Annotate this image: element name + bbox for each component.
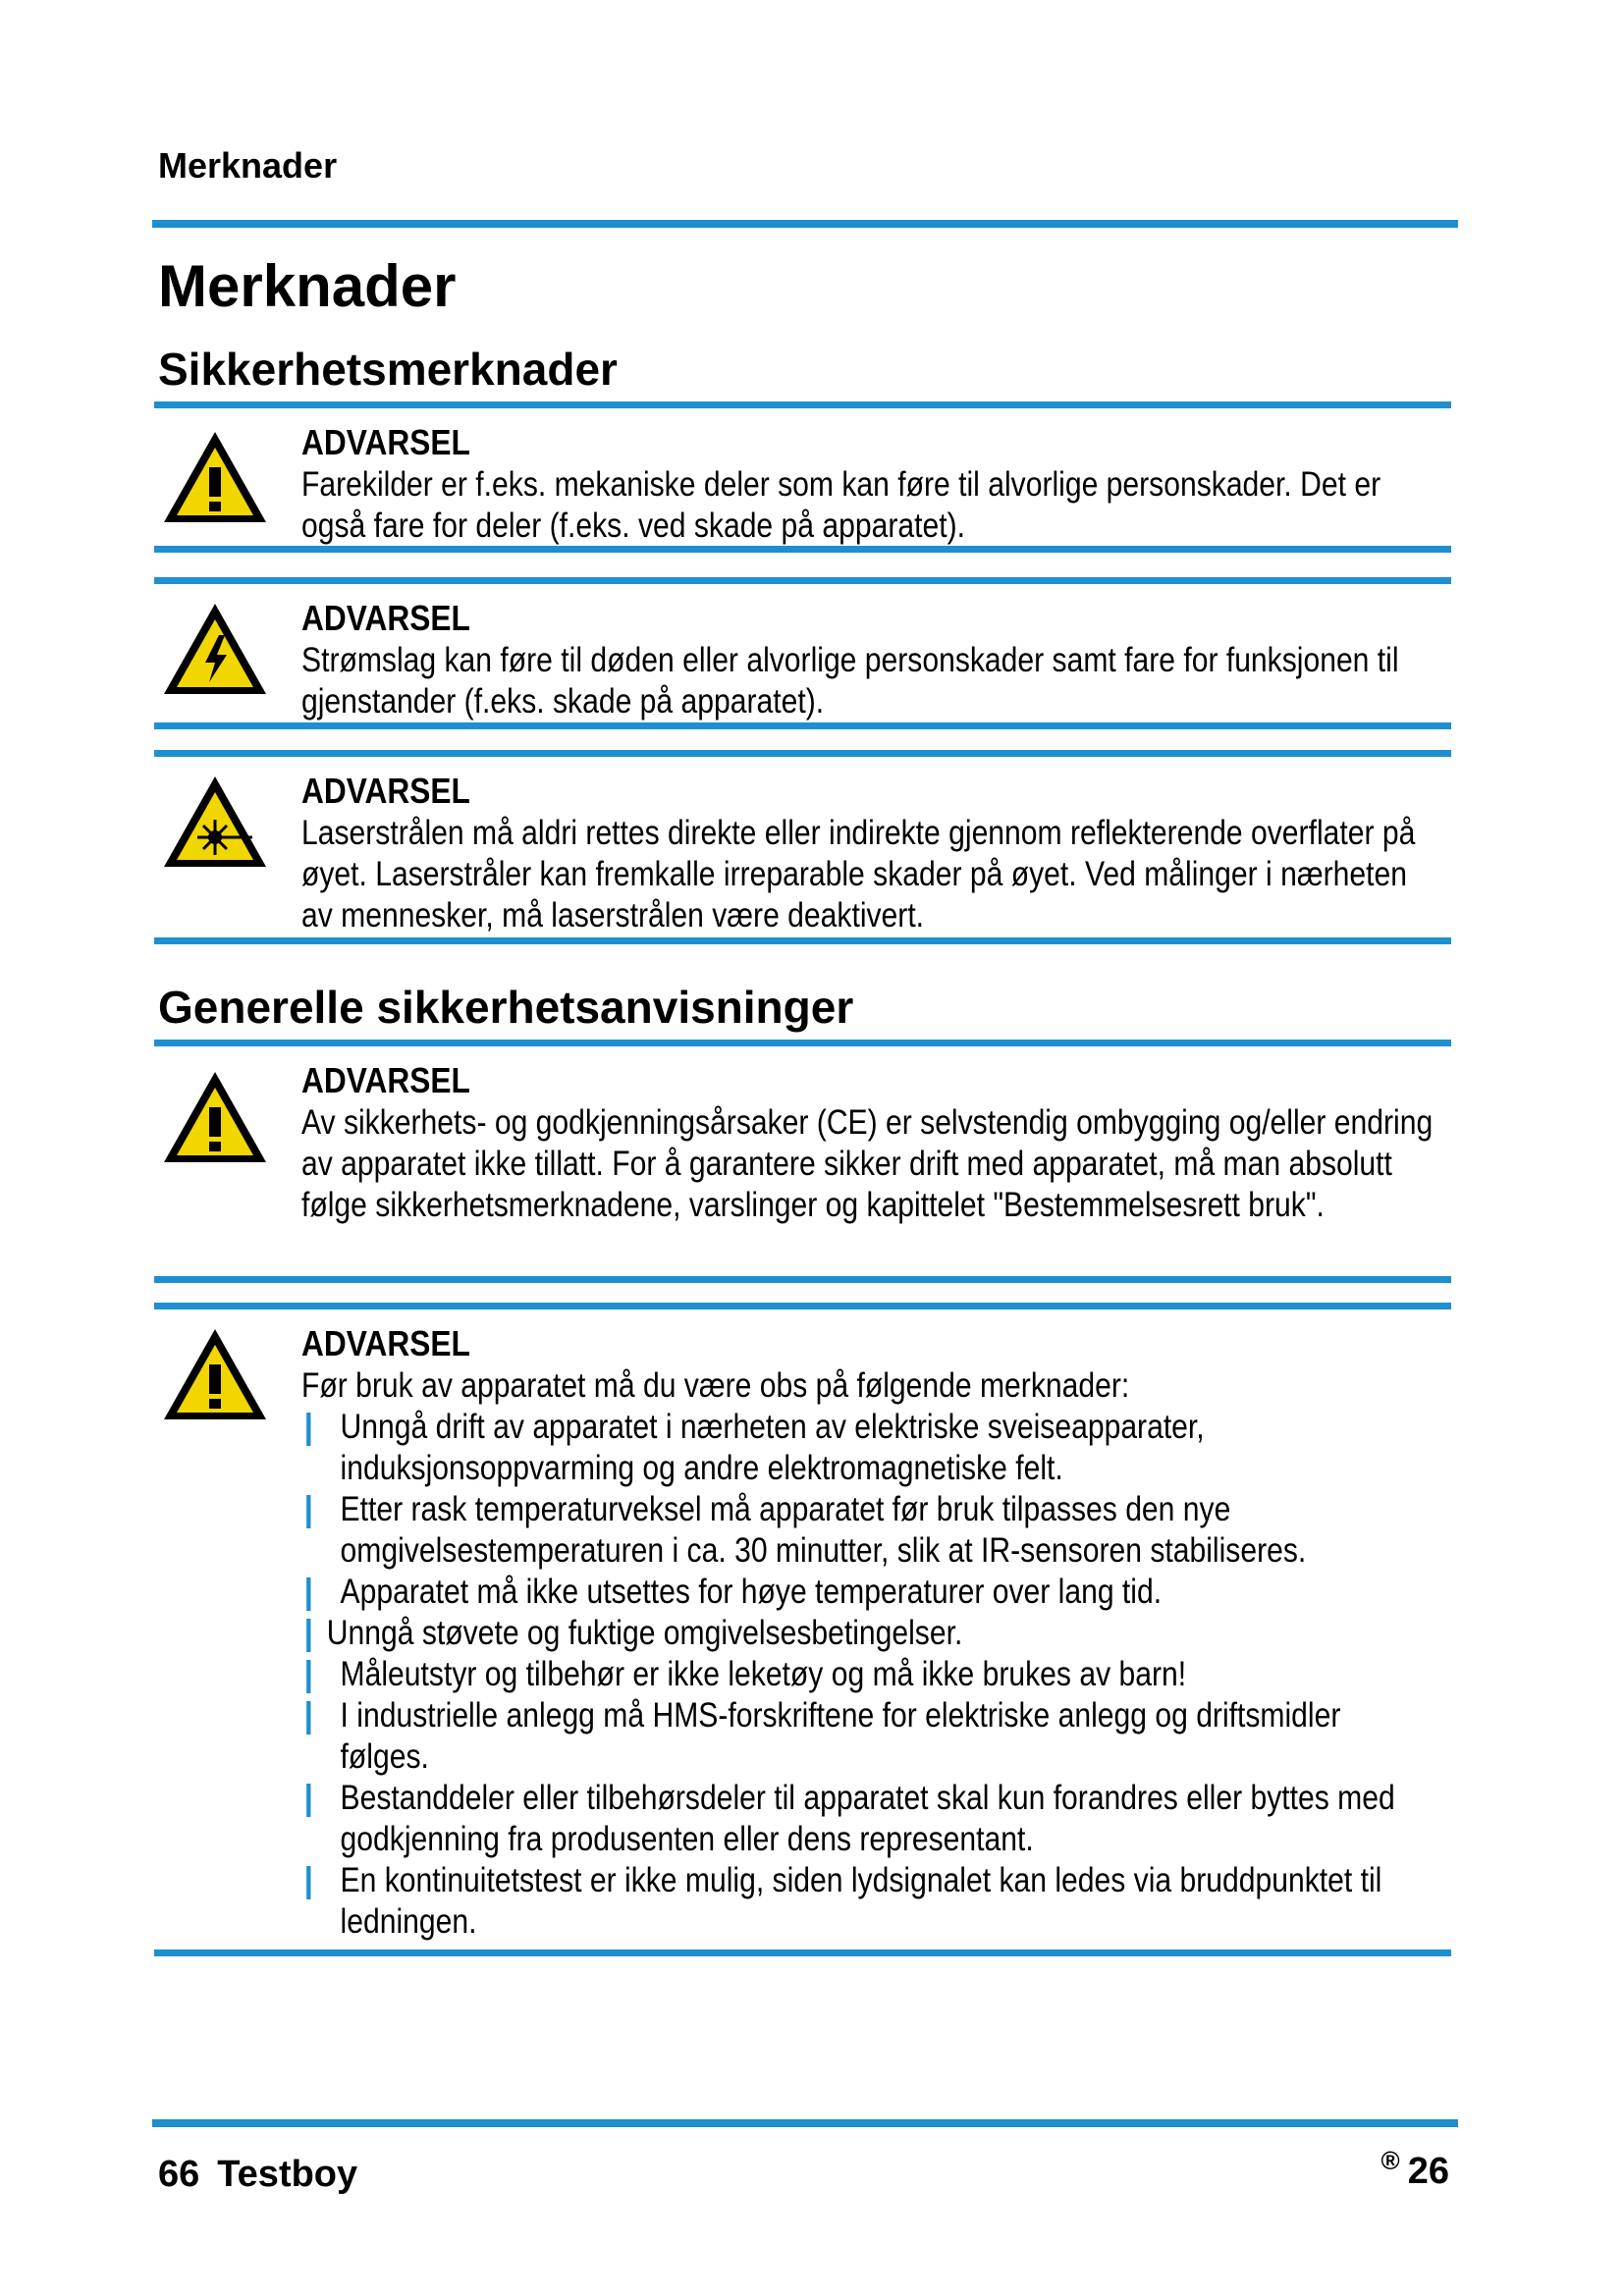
warning-intro: Før bruk av apparatet må du være obs på følgende merknader: <box>301 1366 1130 1405</box>
footer-rule <box>152 2119 1458 2127</box>
list-item: Apparatet må ikke utsettes for høye temperaturer over lang tid. <box>301 1572 1433 1613</box>
list-item: Måleutstyr og tilbehør er ikke leketøy og må ikke brukes av barn! <box>301 1654 1433 1695</box>
list-item: Unngå støvete og fuktige omgivelsesbetingelser. <box>301 1613 1433 1654</box>
bullet-marker <box>306 1660 310 1693</box>
warning-box-electric <box>154 577 1451 729</box>
warning-title: ADVARSEL <box>301 422 470 462</box>
bullet-marker <box>306 1784 310 1817</box>
list-item: Unngå drift av apparatet i nærheten av elektriske sveiseapparater, induksjonsoppvarming og andre elektromagnetiske felt. <box>301 1407 1433 1489</box>
list-item: En kontinuitetstest er ikke mulig, siden lydsignalet kan ledes via bruddpunktet til ledningen. <box>301 1860 1433 1943</box>
section-title-safety-notes: Sikkerhetsmerknader <box>158 344 618 395</box>
list-item: Etter rask temperaturveksel må apparatet før bruk tilpasses den nye omgivelsestemperaturen i ca. 30 minutter, slik at IR-sensoren stabiliseres. <box>301 1489 1433 1572</box>
warning-text: Laserstrålen må aldri rettes direkte eller indirekte gjennom reflekterende overflater på øyet. Laserstråler kan fremkalle irreparable skader på øyet. Ved målinger i nærheten av mennesker, må laserstrålen være deaktivert. <box>301 814 1416 934</box>
warning-title: ADVARSEL <box>301 1060 470 1100</box>
warning-exclamation-icon <box>160 1068 270 1166</box>
footer-left <box>158 2154 357 2196</box>
warning-content <box>301 597 1432 722</box>
section-title-general-safety: Generelle sikkerhetsanvisninger <box>158 982 854 1033</box>
model-number: 26 <box>1407 2151 1449 2192</box>
bullet-marker <box>306 1701 310 1735</box>
electric-shock-icon <box>160 600 270 698</box>
bullet-marker <box>306 1577 310 1611</box>
warning-title: ADVARSEL <box>301 598 470 638</box>
registered-mark: ® <box>1380 2146 1400 2175</box>
bullet-marker <box>306 1866 310 1899</box>
running-header: Merknader <box>158 145 338 186</box>
warning-content <box>301 1322 1432 1943</box>
page-number: 66 <box>158 2154 200 2195</box>
warning-text: Farekilder er f.eks. mekaniske deler som kan føre til alvorlige personskader. Det er også fare for deler (f.eks. ved skade på apparatet). <box>301 465 1381 545</box>
bullet-list <box>301 1407 1433 1943</box>
warning-box-modification <box>154 1040 1451 1283</box>
warning-box-usage-notes <box>154 1303 1451 1956</box>
warning-exclamation-icon <box>160 428 270 526</box>
bullet-marker <box>306 1413 310 1446</box>
warning-content <box>301 1059 1432 1226</box>
warning-content <box>301 770 1432 936</box>
footer-right <box>1381 2146 1449 2193</box>
warning-exclamation-icon <box>160 1325 270 1423</box>
warning-text: Av sikkerhets- og godkjenningsårsaker (CE) er selvstendig ombygging og/eller endring av apparatet ikke tillatt. For å garantere sikker drift med apparatet, må man absolutt følge sikkerhetsmerknadene, varslinger og kapittelet "Bestemmelsesrett bruk". <box>301 1103 1434 1224</box>
warning-content <box>301 421 1432 547</box>
warning-title: ADVARSEL <box>301 1323 470 1363</box>
warning-box-mechanical <box>154 401 1451 553</box>
warning-box-laser <box>154 750 1451 944</box>
brand-name: Testboy <box>217 2154 358 2195</box>
header-rule <box>152 220 1458 228</box>
page-title: Merknader <box>158 253 457 319</box>
list-item: I industrielle anlegg må HMS-forskriftene for elektriske anlegg og driftsmidler følges. <box>301 1695 1433 1778</box>
warning-title: ADVARSEL <box>301 771 470 811</box>
laser-icon <box>160 773 270 871</box>
bullet-marker <box>306 1619 310 1652</box>
warning-text: Strømslag kan føre til døden eller alvorlige personskader samt fare for funksjonen til gjenstander (f.eks. skade på apparatet). <box>301 641 1399 721</box>
list-item: Bestanddeler eller tilbehørsdeler til apparatet skal kun forandres eller byttes med godkjenning fra produsenten eller dens representant. <box>301 1778 1433 1860</box>
bullet-marker <box>306 1495 310 1528</box>
